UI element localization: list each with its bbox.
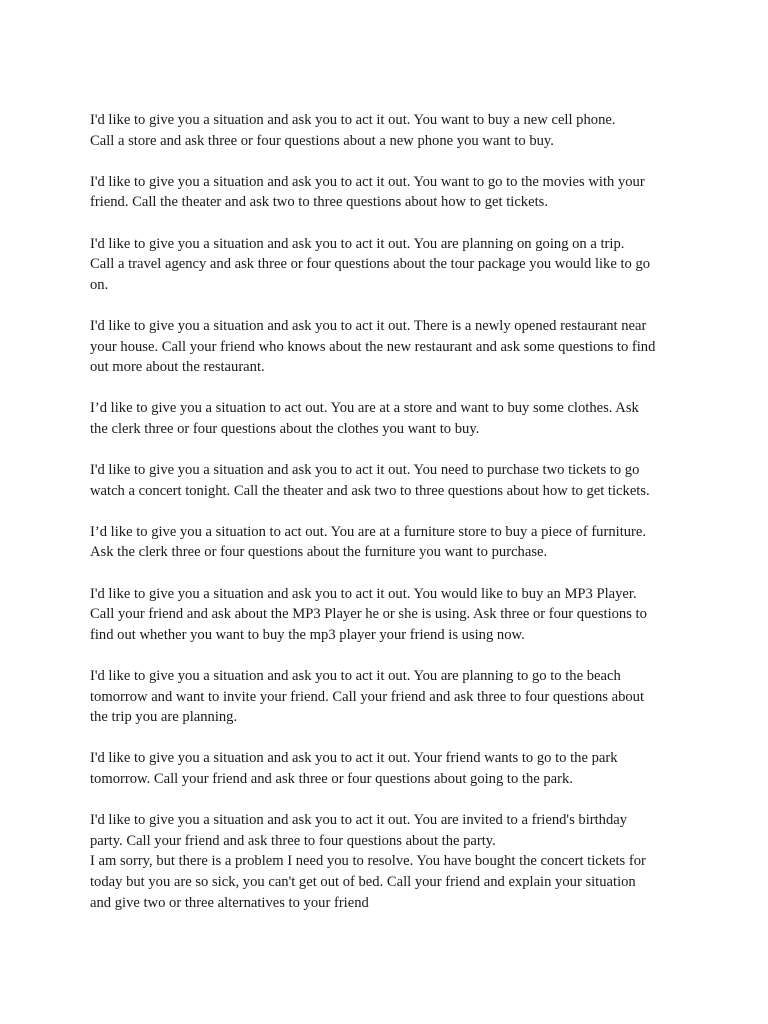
document-body [90,110,680,913]
text-line: Call a travel agency and ask three or four questions about the tour package you would like to go [90,256,651,273]
text-line: tomorrow. Call your friend and ask three or four questions about going to the park. [90,771,573,787]
text-line: the trip you are planning. [90,709,238,726]
text-line: I'd like to give you a situation and ask you to act it out. You want to buy a new cell phone. [90,112,616,128]
paragraph-concert [90,460,680,501]
paragraph-trip [90,234,680,296]
text-line: and give two or three alternatives to your friend [90,894,369,911]
text-line: I'd like to give you a situation and ask you to act it out. You are invited to a friend's birthday [90,812,628,829]
text-line: I'd like to give you a situation and ask you to act it out. You need to purchase two tickets to go [90,462,640,479]
text-line: your house. Call your friend who knows about the new restaurant and ask some questions to find [90,338,656,355]
paragraph-park [90,748,680,789]
paragraph-beach [90,666,680,728]
text-line: Call a store and ask three or four questions about a new phone you want to buy. [90,132,554,149]
text-line: the clerk three or four questions about the clothes you want to buy. [90,420,480,437]
text-line: tomorrow and want to invite your friend. Call your friend and ask three to four questions about [90,688,645,705]
paragraph-restaurant [90,316,680,378]
text-line: I'd like to give you a situation and ask you to act it out. Your friend wants to go to the park [90,750,618,767]
text-line: out more about the restaurant. [90,359,265,376]
paragraph-mp3-player [90,584,680,646]
text-line: I'd like to give you a situation and ask you to act it out. You are planning on going on a trip. [90,235,625,252]
text-line: I am sorry, but there is a problem I need you to resolve. You have bought the concert tickets for [90,853,646,870]
text-line: I'd like to give you a situation and ask you to act it out. You want to go to the movies with your [90,173,645,190]
text-line: Ask the clerk three or four questions about the furniture you want to purchase. [90,544,548,561]
text-line: watch a concert tonight. Call the theater and ask two to three questions about how to get tickets. [90,482,650,499]
paragraph-furniture [90,522,680,563]
text-line: party. Call your friend and ask three to four questions about the party. [90,832,496,849]
paragraph-cell-phone [90,110,680,151]
text-line: I'd like to give you a situation and ask you to act it out. You are planning to go to the beach [90,668,621,685]
paragraph-birthday-party [90,810,680,851]
text-line: on. [90,276,109,293]
text-line: Call your friend and ask about the MP3 Player he or she is using. Ask three or four questions to [90,606,647,623]
text-line: I'd like to give you a situation and ask you to act it out. You would like to buy an MP3 Player. [90,585,637,602]
paragraph-movies [90,172,680,213]
text-line: friend. Call the theater and ask two to three questions about how to get tickets. [90,194,548,211]
text-line: today but you are so sick, you can't get out of bed. Call your friend and explain your situation [90,873,636,890]
paragraph-problem [90,851,680,913]
text-line: I’d like to give you a situation to act out. You are at a furniture store to buy a piece of furniture. [90,523,647,540]
text-line: find out whether you want to buy the mp3 player your friend is using now. [90,626,525,643]
paragraph-clothes [90,398,680,439]
text-line: I'd like to give you a situation and ask you to act it out. There is a newly opened restaurant near [90,317,647,334]
text-line: I’d like to give you a situation to act out. You are at a store and want to buy some clothes. Ask [90,400,639,417]
